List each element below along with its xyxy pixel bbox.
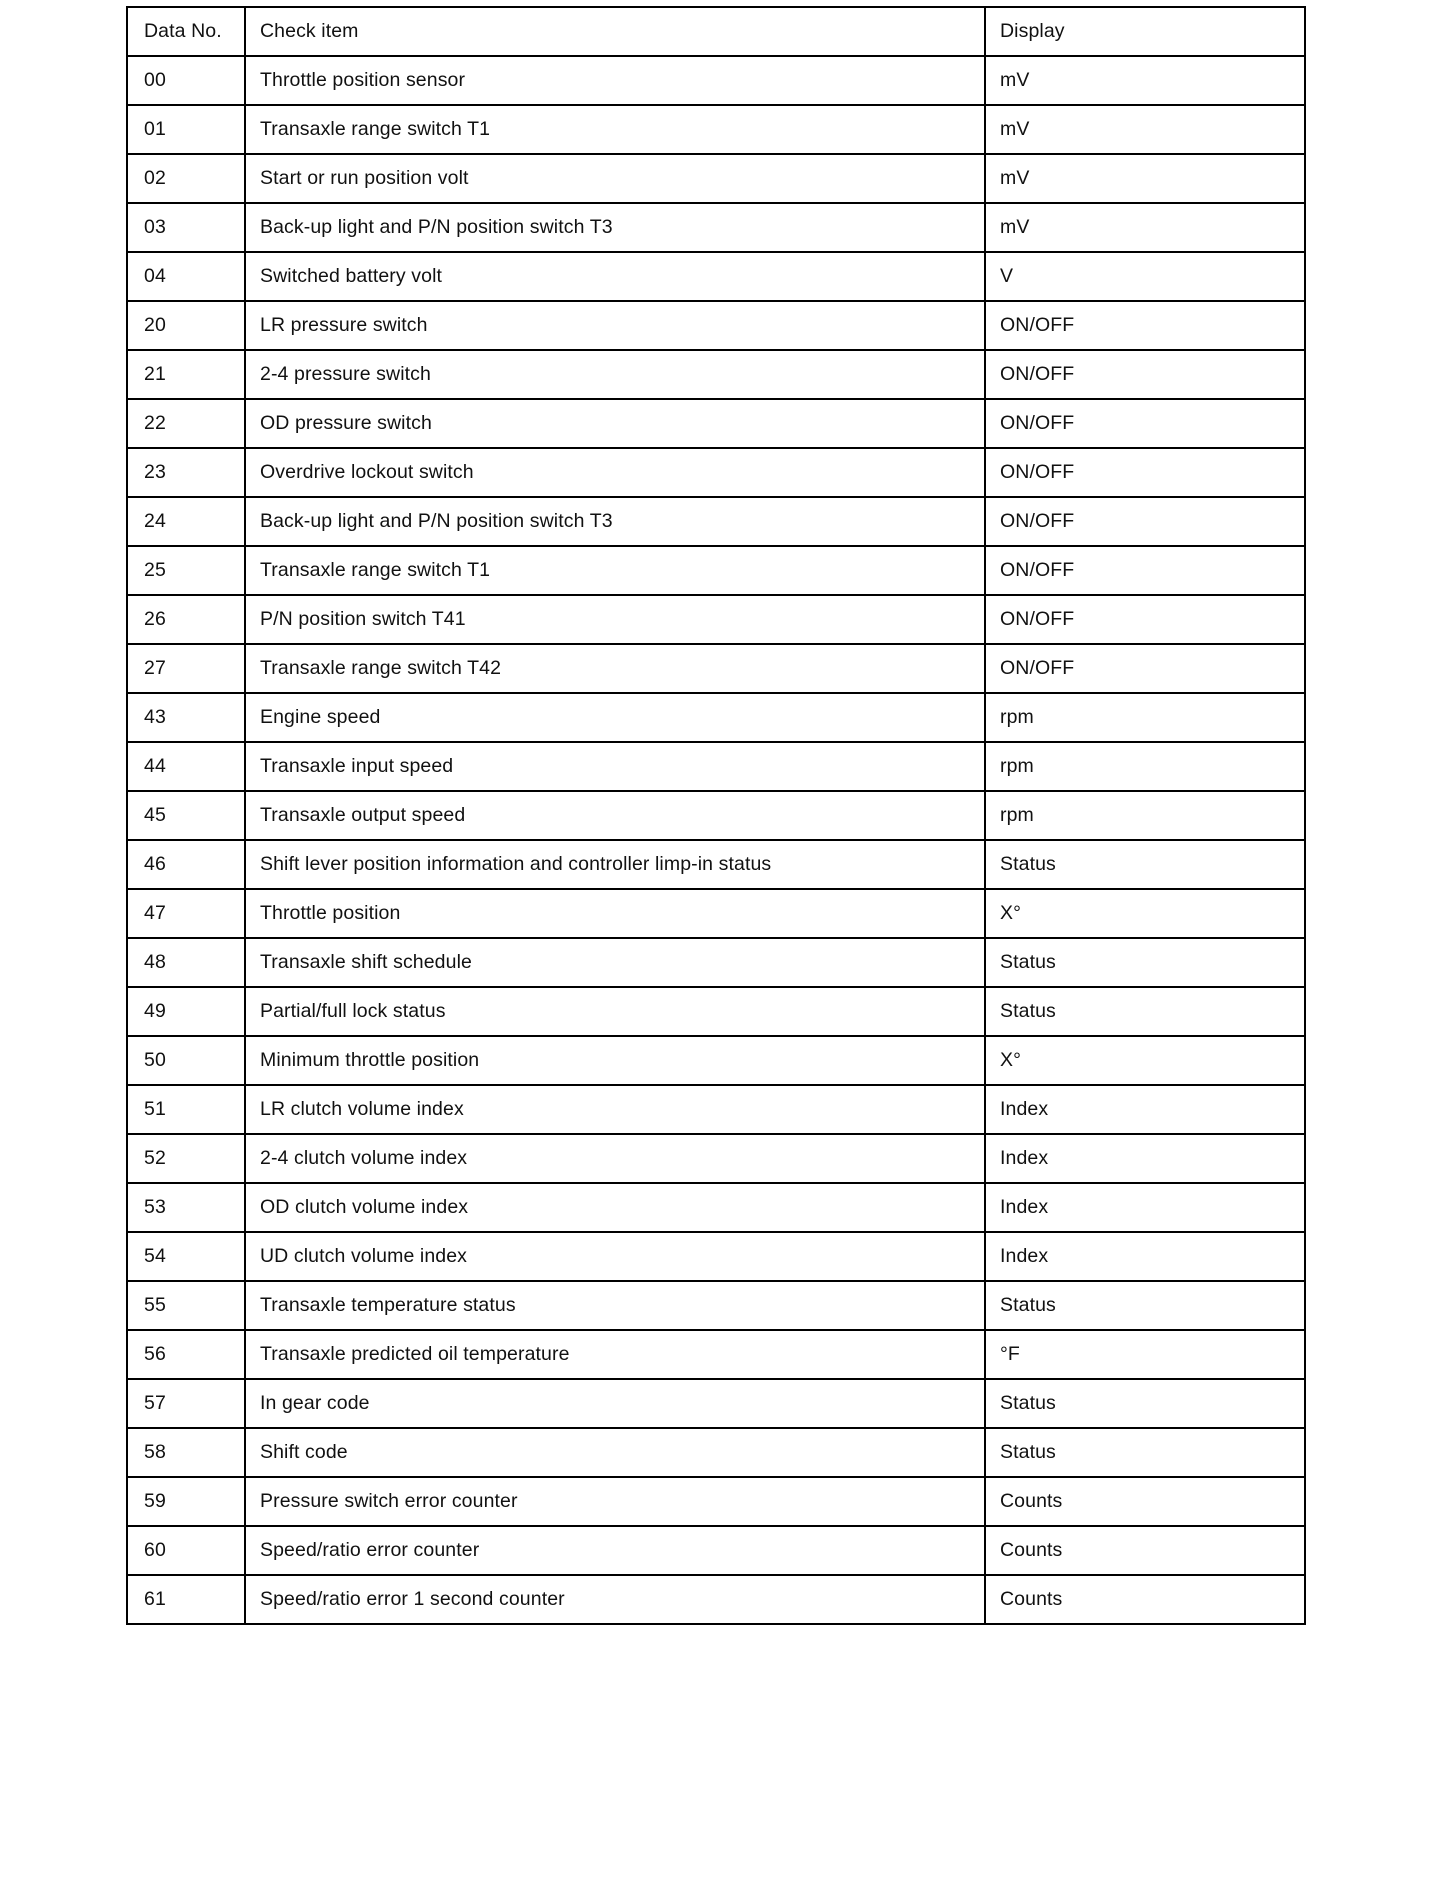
cell-display: Status: [985, 1379, 1305, 1428]
cell-check-item: Speed/ratio error 1 second counter: [245, 1575, 985, 1624]
table-header: [127, 7, 1305, 56]
cell-display: ON/OFF: [985, 301, 1305, 350]
table-row: [127, 742, 1305, 791]
cell-data-no: 48: [127, 938, 245, 987]
table-row: [127, 399, 1305, 448]
cell-data-no: 50: [127, 1036, 245, 1085]
cell-data-no: 55: [127, 1281, 245, 1330]
cell-check-item: Minimum throttle position: [245, 1036, 985, 1085]
cell-display: rpm: [985, 791, 1305, 840]
cell-display: ON/OFF: [985, 350, 1305, 399]
cell-display: mV: [985, 105, 1305, 154]
table-row: [127, 889, 1305, 938]
cell-display: X°: [985, 1036, 1305, 1085]
cell-display: Index: [985, 1232, 1305, 1281]
cell-data-no: 56: [127, 1330, 245, 1379]
cell-check-item: LR clutch volume index: [245, 1085, 985, 1134]
cell-data-no: 47: [127, 889, 245, 938]
cell-display: Index: [985, 1183, 1305, 1232]
cell-data-no: 22: [127, 399, 245, 448]
cell-check-item: Back-up light and P/N position switch T3: [245, 497, 985, 546]
cell-data-no: 45: [127, 791, 245, 840]
cell-display: ON/OFF: [985, 399, 1305, 448]
cell-data-no: 43: [127, 693, 245, 742]
cell-check-item: Shift code: [245, 1428, 985, 1477]
cell-display: Counts: [985, 1575, 1305, 1624]
cell-check-item: LR pressure switch: [245, 301, 985, 350]
cell-display: Status: [985, 1281, 1305, 1330]
cell-check-item: Pressure switch error counter: [245, 1477, 985, 1526]
cell-data-no: 54: [127, 1232, 245, 1281]
cell-check-item: Transaxle temperature status: [245, 1281, 985, 1330]
cell-data-no: 24: [127, 497, 245, 546]
cell-data-no: 04: [127, 252, 245, 301]
table-row: [127, 1379, 1305, 1428]
cell-display: ON/OFF: [985, 595, 1305, 644]
cell-data-no: 44: [127, 742, 245, 791]
cell-check-item: Switched battery volt: [245, 252, 985, 301]
cell-check-item: Transaxle range switch T1: [245, 105, 985, 154]
cell-display: mV: [985, 203, 1305, 252]
table-row: [127, 1526, 1305, 1575]
column-header-display: Display: [985, 7, 1305, 56]
cell-display: X°: [985, 889, 1305, 938]
column-header-check-item: Check item: [245, 7, 985, 56]
cell-check-item: OD clutch volume index: [245, 1183, 985, 1232]
cell-data-no: 57: [127, 1379, 245, 1428]
table-row: [127, 1134, 1305, 1183]
table-row: [127, 1085, 1305, 1134]
cell-display: Status: [985, 938, 1305, 987]
cell-check-item: Transaxle predicted oil temperature: [245, 1330, 985, 1379]
table-row: [127, 1575, 1305, 1624]
cell-data-no: 21: [127, 350, 245, 399]
table-row: [127, 644, 1305, 693]
cell-display: ON/OFF: [985, 497, 1305, 546]
cell-data-no: 46: [127, 840, 245, 889]
cell-check-item: UD clutch volume index: [245, 1232, 985, 1281]
cell-display: rpm: [985, 742, 1305, 791]
table-row: [127, 252, 1305, 301]
table-row: [127, 791, 1305, 840]
cell-data-no: 60: [127, 1526, 245, 1575]
cell-data-no: 25: [127, 546, 245, 595]
cell-check-item: Transaxle shift schedule: [245, 938, 985, 987]
cell-data-no: 27: [127, 644, 245, 693]
cell-display: Index: [985, 1134, 1305, 1183]
table-row: [127, 1477, 1305, 1526]
cell-data-no: 53: [127, 1183, 245, 1232]
cell-data-no: 26: [127, 595, 245, 644]
cell-display: °F: [985, 1330, 1305, 1379]
cell-data-no: 20: [127, 301, 245, 350]
cell-check-item: Throttle position sensor: [245, 56, 985, 105]
cell-check-item: Partial/full lock status: [245, 987, 985, 1036]
cell-display: Status: [985, 987, 1305, 1036]
cell-data-no: 23: [127, 448, 245, 497]
table-header-row: [127, 7, 1305, 56]
cell-data-no: 49: [127, 987, 245, 1036]
table-row: [127, 1428, 1305, 1477]
table-row: [127, 987, 1305, 1036]
cell-check-item: Transaxle range switch T1: [245, 546, 985, 595]
cell-check-item: Overdrive lockout switch: [245, 448, 985, 497]
cell-data-no: 00: [127, 56, 245, 105]
table-body: [127, 56, 1305, 1624]
table-row: [127, 497, 1305, 546]
table-row: [127, 301, 1305, 350]
cell-check-item: Back-up light and P/N position switch T3: [245, 203, 985, 252]
cell-display: ON/OFF: [985, 546, 1305, 595]
cell-display: mV: [985, 56, 1305, 105]
cell-display: Counts: [985, 1477, 1305, 1526]
cell-check-item: Speed/ratio error counter: [245, 1526, 985, 1575]
cell-display: Status: [985, 840, 1305, 889]
table-row: [127, 56, 1305, 105]
cell-check-item: Start or run position volt: [245, 154, 985, 203]
table-row: [127, 546, 1305, 595]
table-row: [127, 840, 1305, 889]
table-row: [127, 1281, 1305, 1330]
cell-check-item: Shift lever position information and controller limp-in status: [245, 840, 985, 889]
cell-check-item: Transaxle input speed: [245, 742, 985, 791]
cell-check-item: In gear code: [245, 1379, 985, 1428]
cell-check-item: P/N position switch T41: [245, 595, 985, 644]
cell-check-item: Transaxle range switch T42: [245, 644, 985, 693]
cell-data-no: 59: [127, 1477, 245, 1526]
cell-display: ON/OFF: [985, 448, 1305, 497]
table-row: [127, 105, 1305, 154]
table-row: [127, 448, 1305, 497]
cell-data-no: 01: [127, 105, 245, 154]
table-row: [127, 595, 1305, 644]
table-row: [127, 203, 1305, 252]
cell-check-item: Engine speed: [245, 693, 985, 742]
cell-data-no: 58: [127, 1428, 245, 1477]
table-row: [127, 1036, 1305, 1085]
table-row: [127, 938, 1305, 987]
cell-data-no: 52: [127, 1134, 245, 1183]
cell-display: rpm: [985, 693, 1305, 742]
table-row: [127, 693, 1305, 742]
cell-display: V: [985, 252, 1305, 301]
cell-display: Index: [985, 1085, 1305, 1134]
cell-data-no: 02: [127, 154, 245, 203]
cell-check-item: 2-4 pressure switch: [245, 350, 985, 399]
cell-data-no: 61: [127, 1575, 245, 1624]
table-row: [127, 350, 1305, 399]
cell-check-item: Throttle position: [245, 889, 985, 938]
cell-display: ON/OFF: [985, 644, 1305, 693]
cell-display: Status: [985, 1428, 1305, 1477]
cell-data-no: 03: [127, 203, 245, 252]
table-row: [127, 1330, 1305, 1379]
check-item-table: [126, 6, 1306, 1625]
cell-display: mV: [985, 154, 1305, 203]
column-header-data-no: Data No.: [127, 7, 245, 56]
cell-display: Counts: [985, 1526, 1305, 1575]
cell-check-item: Transaxle output speed: [245, 791, 985, 840]
cell-data-no: 51: [127, 1085, 245, 1134]
table-row: [127, 1232, 1305, 1281]
table-row: [127, 154, 1305, 203]
table-row: [127, 1183, 1305, 1232]
cell-check-item: OD pressure switch: [245, 399, 985, 448]
cell-check-item: 2-4 clutch volume index: [245, 1134, 985, 1183]
